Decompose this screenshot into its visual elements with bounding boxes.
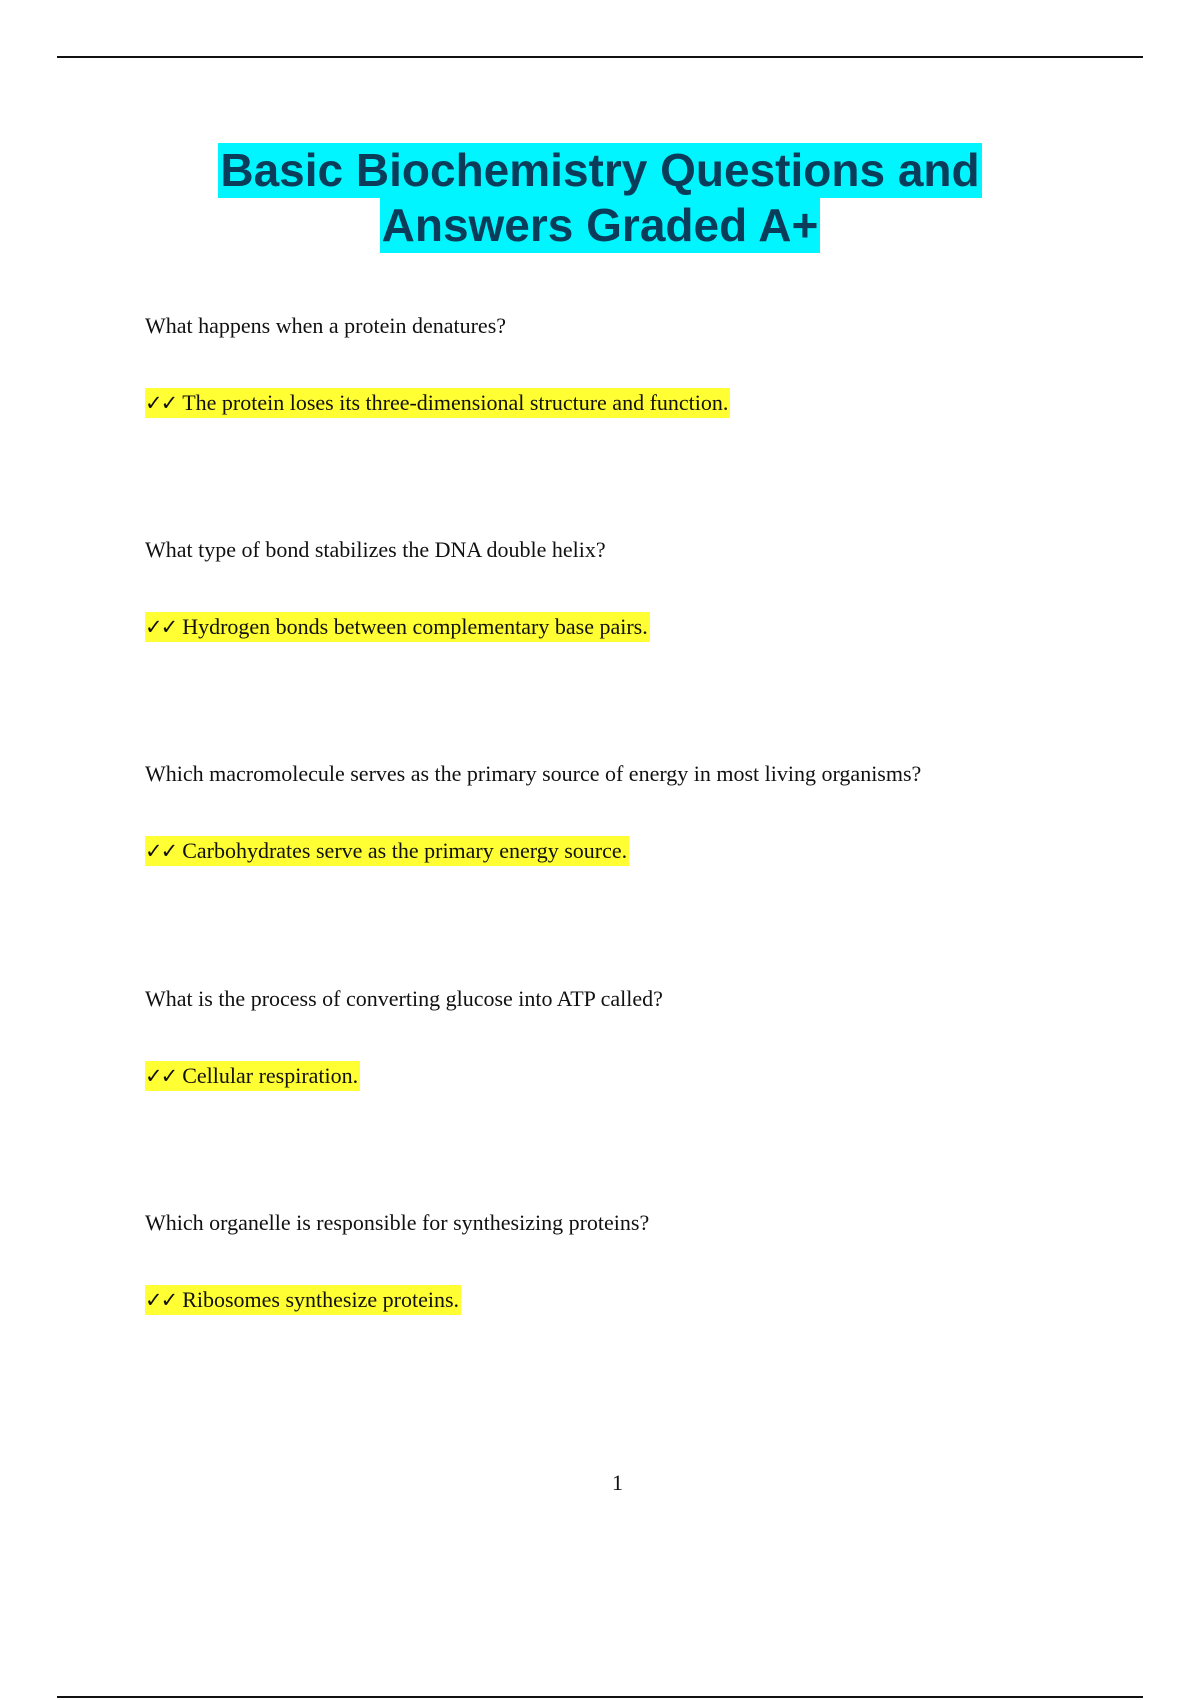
question-text: Which organelle is responsible for synthesizing proteins?	[145, 1210, 650, 1235]
top-rule	[57, 56, 1143, 58]
answer-label: Ribosomes synthesize proteins.	[182, 1287, 460, 1312]
double-check-icon: ✓✓	[145, 1064, 177, 1088]
page-title	[0, 143, 1200, 253]
qa-item	[145, 1209, 1045, 1312]
answer-text	[145, 836, 629, 866]
answer-label: Carbohydrates serve as the primary energy source.	[182, 838, 628, 863]
qa-item	[145, 312, 1045, 415]
answer-label: The protein loses its three-dimensional structure and function.	[182, 390, 729, 415]
double-check-icon: ✓✓	[145, 615, 177, 639]
answer-text	[145, 1061, 360, 1091]
qa-item	[145, 760, 1045, 863]
question-text: What type of bond stabilizes the DNA double helix?	[145, 537, 606, 562]
bottom-rule	[57, 1696, 1143, 1698]
double-check-icon: ✓✓	[145, 839, 177, 863]
title-line-1: Basic Biochemistry Questions and	[220, 144, 980, 196]
answer-label: Cellular respiration.	[182, 1063, 359, 1088]
title-line-2: Answers Graded A+	[381, 199, 819, 251]
double-check-icon: ✓✓	[145, 391, 177, 415]
answer-text	[145, 1285, 461, 1315]
qa-item	[145, 536, 1045, 639]
answer-label: Hydrogen bonds between complementary base pairs.	[182, 614, 648, 639]
question-text: Which macromolecule serves as the primary source of energy in most living organisms?	[145, 761, 922, 786]
qa-item	[145, 985, 1045, 1088]
page-number: 1	[612, 1470, 623, 1495]
answer-text	[145, 612, 650, 642]
answer-text	[145, 388, 730, 418]
question-text: What is the process of converting glucose into ATP called?	[145, 986, 663, 1011]
question-text: What happens when a protein denatures?	[145, 313, 507, 338]
double-check-icon: ✓✓	[145, 1288, 177, 1312]
